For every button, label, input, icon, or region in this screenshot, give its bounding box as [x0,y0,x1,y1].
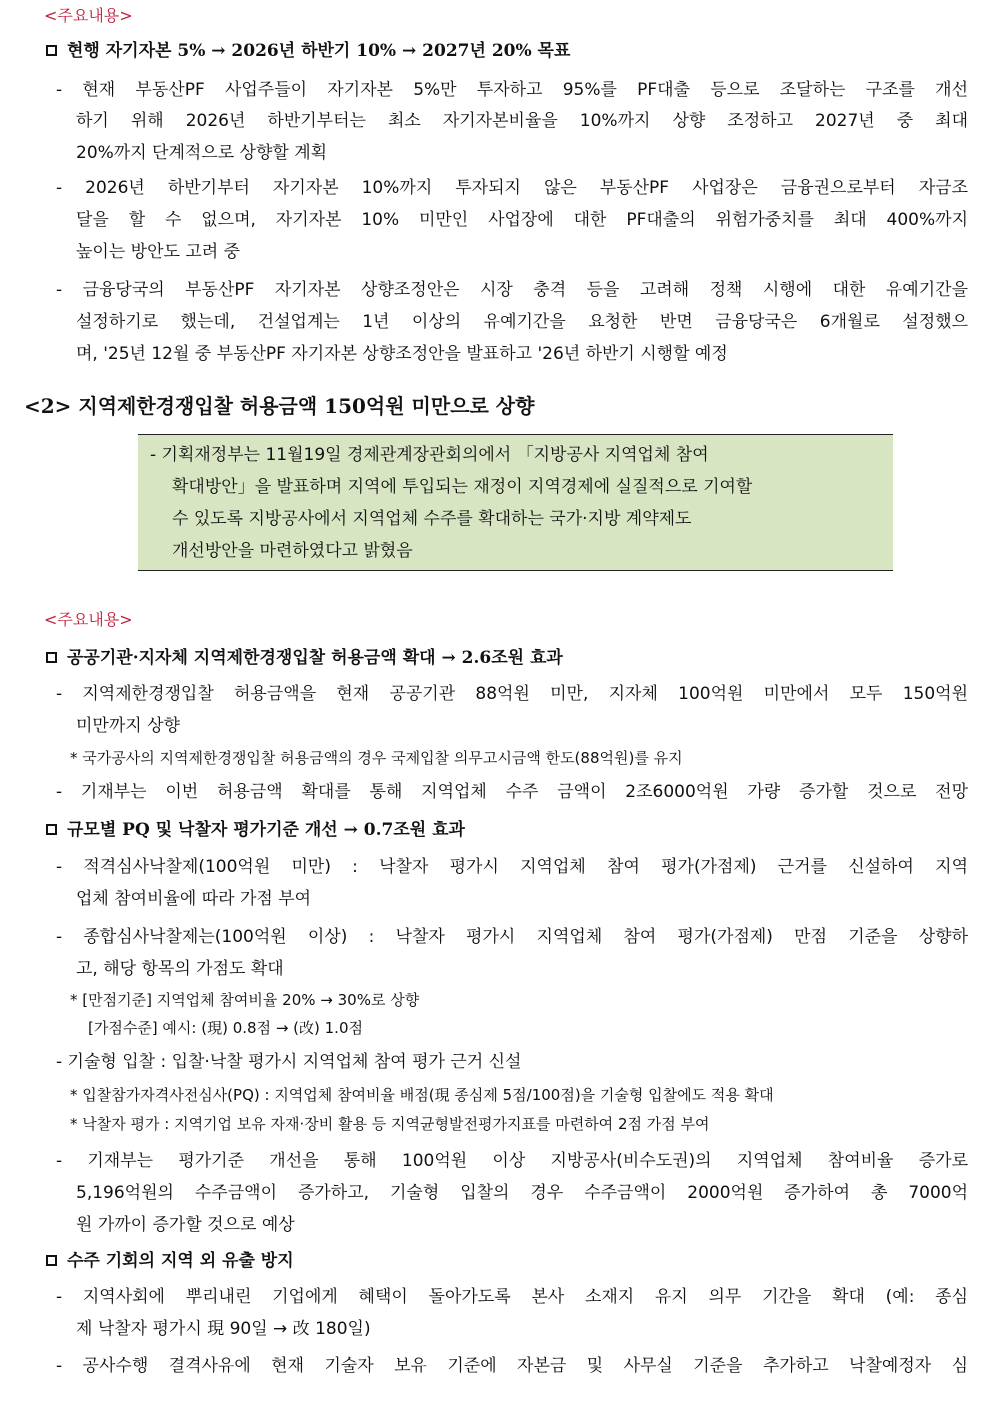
note-line: * 낙찰자 평가 : 지역기업 보유 자재·장비 활용 등 지역균형발전평가지표를 마련하여 2점 가점 부여 [70,1115,710,1133]
bullet-heading [46,39,570,63]
body-line: - 2026년 하반기부터 자기자본 10%까지 투자되지 않은 부동산PF 사업장은 금융권으로부터 자금조 [56,178,968,198]
section-title: <2> 지역제한경쟁입찰 허용금액 150억원 미만으로 상향 [24,394,535,418]
body-line: 고, 해당 항목의 가점도 확대 [76,959,284,979]
note-line: * [만점기준] 지역업체 참여비율 20% → 30%로 상향 [70,991,420,1009]
body-line: 제 낙찰자 평가시 現 90일 → 改 180일) [76,1319,371,1339]
body-line: - 적격심사낙찰제(100억원 미만) : 낙찰자 평가시 지역업체 참여 평가(가점제) 근거를 신설하여 지역 [56,857,968,877]
body-line: - 금융당국의 부동산PF 자기자본 상향조정안은 시장 충격 등을 고려해 정책 시행에 대한 유예기간을 [56,280,968,300]
summary-line: - 기획재정부는 11월19일 경제관계장관회의에서 「지방공사 지역업체 참여 [150,445,709,465]
body-line: 며, '25년 12월 중 부동산PF 자기자본 상향조정안을 발표하고 '26년 하반기 시행할 예정 [76,344,728,364]
square-bullet-icon [46,45,57,56]
body-line: 하기 위해 2026년 하반기부터는 최소 자기자본비율을 10%까지 상향 조정하고 2027년 중 최대 [76,111,968,131]
body-line: 5,196억원의 수주금액이 증가하고, 기술형 입찰의 경우 수주금액이 2000억원 증가하여 총 7000억 [76,1183,968,1203]
body-line: 달을 할 수 없으며, 자기자본 10% 미만인 사업장에 대한 PF대출의 위험가중치를 최대 400%까지 [76,210,968,230]
bullet-heading [46,646,563,670]
body-line: - 지역제한경쟁입찰 허용금액을 현재 공공기관 88억원 미만, 지자체 100억원 미만에서 모두 150억원 [56,684,968,704]
body-line: 원 가까이 증가할 것으로 예상 [76,1215,295,1235]
body-line: - 현재 부동산PF 사업주들이 자기자본 5%만 투자하고 95%를 PF대출 등으로 조달하는 구조를 개선 [56,80,968,100]
body-line: 20%까지 단계적으로 상향할 계획 [76,143,328,163]
note-line: * 국가공사의 지역제한경쟁입찰 허용금액의 경우 국제입찰 의무고시금액 한도(88억원)를 유지 [70,749,683,767]
square-bullet-icon [46,652,57,663]
square-bullet-icon [46,1255,57,1266]
body-line: 설정하기로 했는데, 건설업계는 1년 이상의 유예기간을 요청한 반면 금융당국은 6개월로 설정했으 [76,312,968,332]
body-line: - 공사수행 결격사유에 현재 기술자 보유 기준에 자본금 및 사무실 기준을 추가하고 낙찰예정자 심 [56,1356,968,1376]
bullet-heading [46,818,465,842]
summary-line: 개선방안을 마련하였다고 밝혔음 [172,541,413,561]
heading-text: 수주 기회의 지역 외 유출 방지 [67,1251,294,1271]
note-line: [가점수준] 예시: (現) 0.8점 → (改) 1.0점 [88,1019,363,1037]
heading-text: 현행 자기자본 5% → 2026년 하반기 10% → 2027년 20% 목표 [67,41,571,61]
summary-line: 확대방안」을 발표하며 지역에 투입되는 재정이 지역경제에 실질적으로 기여할 [172,477,753,497]
heading-text: 규모별 PQ 및 낙찰자 평가기준 개선 → 0.7조원 효과 [67,820,465,840]
body-line: - 기재부는 이번 허용금액 확대를 통해 지역업체 수주 금액이 2조6000억원 가량 증가할 것으로 전망 [56,782,968,802]
section-label: <주요내용> [44,610,133,629]
note-line: * 입찰참가자격사전심사(PQ) : 지역업체 참여비율 배점(現 종심제 5점/100점)을 기술형 입찰에도 적용 확대 [70,1086,774,1104]
bullet-heading [46,1249,294,1273]
square-bullet-icon [46,824,57,835]
body-line: - 종합심사낙찰제는(100억원 이상) : 낙찰자 평가시 지역업체 참여 평가(가점제) 만점 기준을 상향하 [56,927,968,947]
body-line: - 지역사회에 뿌리내린 기업에게 혜택이 돌아가도록 본사 소재지 유지 의무 기간을 확대 (예: 종심 [56,1287,968,1307]
body-line: 미만까지 상향 [76,716,180,736]
body-line: - 기술형 입찰 : 입찰·낙찰 평가시 지역업체 참여 평가 근거 신설 [56,1052,522,1072]
summary-line: 수 있도록 지방공사에서 지역업체 수주를 확대하는 국가·지방 계약제도 [172,509,692,529]
heading-text: 공공기관·지자체 지역제한경쟁입찰 허용금액 확대 → 2.6조원 효과 [67,648,563,668]
body-line: 업체 참여비율에 따라 가점 부여 [76,889,312,909]
body-line: 높이는 방안도 고려 중 [76,242,241,262]
body-line: - 기재부는 평가기준 개선을 통해 100억원 이상 지방공사(비수도권)의 지역업체 참여비율 증가로 [56,1151,968,1171]
summary-box [138,434,893,571]
section-label: <주요내용> [44,6,133,25]
